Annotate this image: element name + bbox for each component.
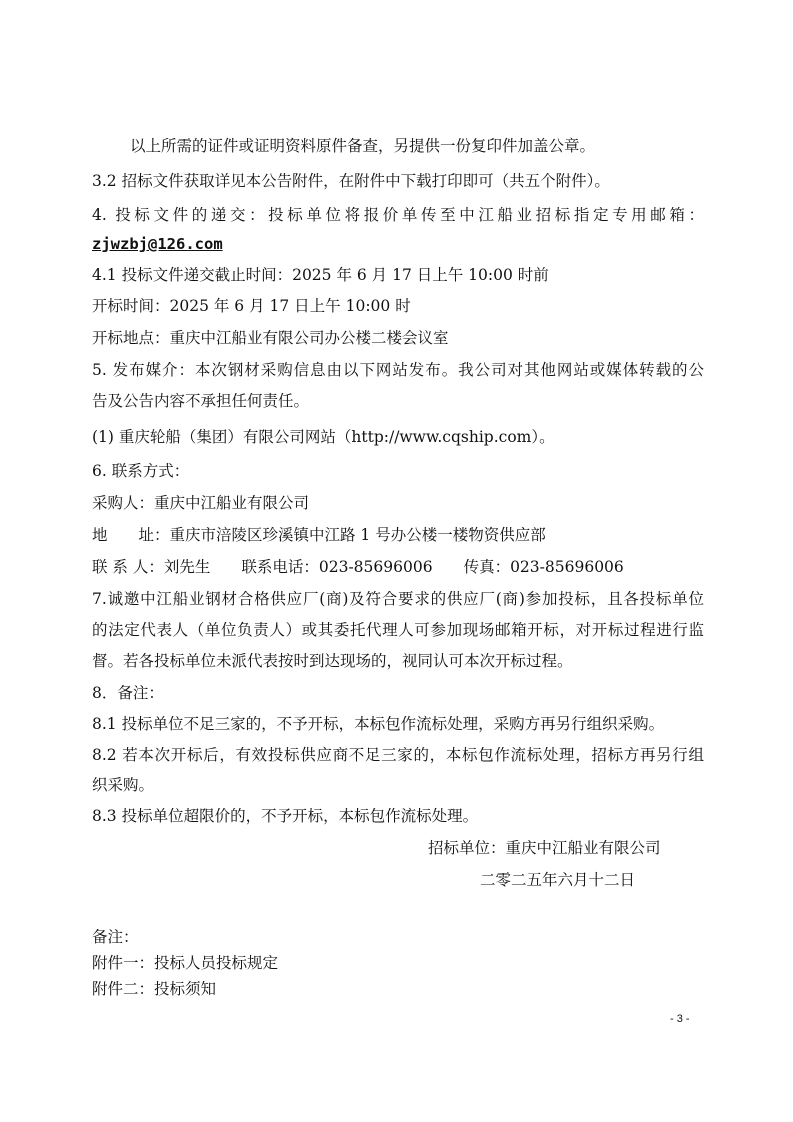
- contact-info: 联 系 人：刘先生 联系电话：023-85696006 传真：023-85696006: [92, 558, 624, 576]
- website-item: (1) 重庆轮船（集团）有限公司网站（http://www.cqship.com）。: [92, 428, 555, 446]
- paragraph-8-1: 8.1 投标单位不足三家的，不予开标，本标包作流标处理，采购方再另行组织采购。: [92, 715, 665, 733]
- issuer-signature: 招标单位：重庆中江船业有限公司: [428, 839, 661, 857]
- section-6-heading: 6. 联系方式：: [92, 462, 190, 480]
- attachment-1[interactable]: 附件一：投标人员投标规定: [92, 954, 279, 972]
- paragraph-4: 4. 投标文件的递交：投标单位将报价单传至中江船业招标指定专用邮箱：: [92, 206, 704, 224]
- paragraph-7-line3: 督。若各投标单位未派代表按时到达现场的，视同认可本次开标过程。: [92, 652, 573, 670]
- attachment-2[interactable]: 附件二：投标须知: [92, 980, 217, 998]
- paragraph-8-3: 8.3 投标单位超限价的，不予开标，本标包作流标处理。: [92, 807, 479, 825]
- purchaser: 采购人：重庆中江船业有限公司: [92, 494, 310, 512]
- section-8-heading: 8．备注：: [92, 684, 164, 702]
- address: 地 址：重庆市涪陵区珍溪镇中江路 1 号办公楼一楼物资供应部: [92, 526, 546, 544]
- paragraph-5-line2: 告及公告内容不承担任何责任。: [92, 392, 310, 410]
- email-link-line: [92, 234, 704, 254]
- paragraph-documents-note: 以上所需的证件或证明资料原件备查，另提供一份复印件加盖公章。: [130, 137, 596, 155]
- email-link[interactable]: zjwzbj@126.com: [92, 235, 223, 253]
- paragraph-8-2-line1: 8.2 若本次开标后，有效投标供应商不足三家的，本标包作流标处理，招标方再另行组: [92, 746, 704, 764]
- paragraph-4-1: 4.1 投标文件递交截止时间：2025 年 6 月 17 日上午 10:00 时前: [92, 266, 549, 284]
- bid-opening-location: 开标地点：重庆中江船业有限公司办公楼二楼会议室: [92, 329, 449, 347]
- bid-opening-time: 开标时间：2025 年 6 月 17 日上午 10:00 时: [92, 297, 411, 315]
- paragraph-7-line2: 的法定代表人（单位负责人）或其委托代理人可参加现场邮箱开标，对开标过程进行监: [92, 621, 704, 639]
- paragraph-5-line1: 5. 发布媒介：本次钢材采购信息由以下网站发布。我公司对其他网站或媒体转载的公: [92, 361, 704, 379]
- paragraph-3-2: 3.2 招标文件获取详见本公告附件，在附件中下载打印即可（共五个附件）。: [92, 172, 610, 190]
- paragraph-7-line1: 7.诚邀中江船业钢材合格供应厂(商)及符合要求的供应厂(商)参加投标，且各投标单位: [92, 590, 704, 608]
- remarks-heading: 备注：: [92, 928, 139, 946]
- paragraph-8-2-line2: 织采购。: [92, 776, 155, 794]
- page-number: - 3 -: [670, 1013, 690, 1025]
- issue-date: 二零二五年六月十二日: [480, 871, 636, 889]
